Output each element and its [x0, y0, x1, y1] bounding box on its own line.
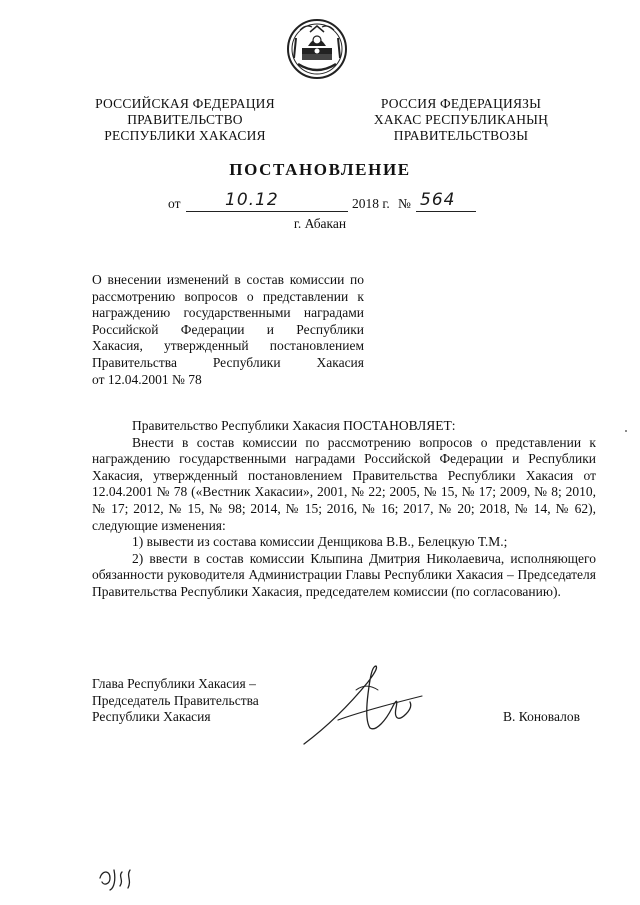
- scan-speck: [625, 430, 627, 432]
- handwritten-number: 564: [420, 190, 456, 210]
- signatory-title-line: Глава Республики Хакасия –: [92, 676, 256, 691]
- date-underline: [186, 211, 348, 212]
- document-title: ПОСТАНОВЛЕНИЕ: [229, 160, 411, 179]
- signatory-title: [92, 676, 259, 726]
- signatory-title-line: Республики Хакасия: [92, 709, 211, 725]
- header-right-line: РОССИЯ ФЕДЕРАЦИЯЗЫ: [380, 96, 542, 111]
- coat-of-arms-icon: [286, 18, 348, 80]
- body-paragraph: 2) ввести в состав комиссии Клыпина Дмитрия Николаевича, исполняющего обязанности руководителя Администрации Главы Республики Хакасия – Председателя Правительства Республики Хакасия, председателем комиссии (по согласованию).: [92, 550, 596, 599]
- header-left-line: ПРАВИТЕЛЬСТВО: [127, 112, 243, 127]
- document-body: [92, 418, 596, 601]
- number-underline: [416, 211, 476, 212]
- date-from-label: от: [168, 196, 181, 211]
- date-year: 2018 г.: [352, 196, 390, 211]
- header-right-line: ХАКАС РЕСПУБЛИКАНЫҢ: [373, 112, 549, 127]
- signatory-title-line: Председатель Правительства: [92, 692, 259, 708]
- handwritten-date: 10.12: [225, 190, 279, 210]
- header-left: [80, 96, 290, 144]
- header-left-line: РЕСПУБЛИКИ ХАКАСИЯ: [104, 128, 266, 143]
- header-left-line: РОССИЙСКАЯ ФЕДЕРАЦИЯ: [95, 96, 275, 111]
- subject-line: награждению государственными наградами: [92, 305, 364, 321]
- subject-line: О внесении изменений в состав комиссии по: [92, 272, 364, 287]
- body-paragraph: Правительство Республики Хакасия ПОСТАНОВЛЯЕТ:: [132, 418, 456, 433]
- subject-line: Российской Федерации и Республики: [92, 321, 364, 337]
- city: г. Абакан: [293, 216, 347, 231]
- subject-line: рассмотрению вопросов о представлении к: [92, 288, 364, 304]
- handwritten-mark: [96, 862, 148, 892]
- signatory-name: В. Коновалов: [503, 709, 580, 724]
- body-paragraph: 1) вывести из состава комиссии Денщикова В.В., Белецкую Т.М.;: [132, 534, 508, 550]
- subject-line: Хакасия, утвержденный постановлением: [92, 338, 364, 354]
- body-paragraph: Внести в состав комиссии по рассмотрению вопросов о представлении к награждению государственными наградами Российской Федерации и Республики Хакасия, утвержденный постановлением Правительства Республики Хакасия от 12.04.2001 № 78 («Вестник Хакасии», 2001, № 22; 2005, № 15, № 17; 2009, № 8; 2010, № 17; 2012, № 15, № 98; 2014, № 15; 2016, № 16; 2017, № 20; 2018, № 14, № 62), следующие изменения:: [92, 434, 596, 533]
- header-right-line: ПРАВИТЕЛЬСТВОЗЫ: [393, 128, 529, 143]
- document-subject: [92, 272, 364, 388]
- subject-line: от 12.04.2001 № 78: [92, 371, 202, 387]
- header-right: [352, 96, 570, 144]
- number-label: №: [398, 196, 411, 211]
- handwritten-signature: [298, 660, 428, 750]
- subject-line: Правительства Республики Хакасия: [92, 354, 364, 370]
